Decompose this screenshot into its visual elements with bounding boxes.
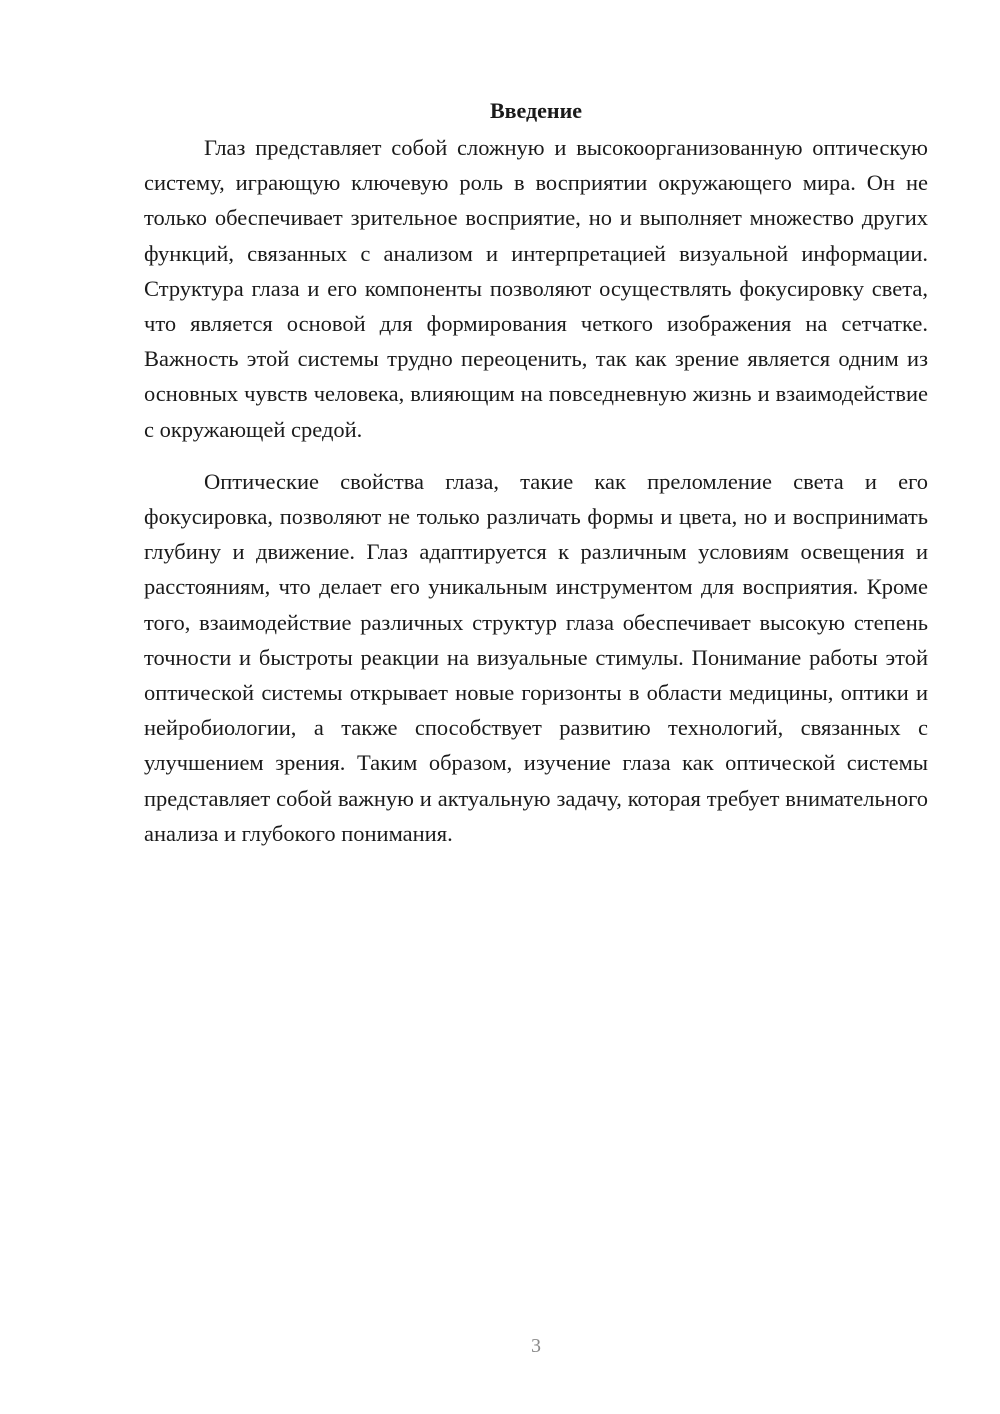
- page-number: 3: [531, 1335, 541, 1357]
- section-heading: Введение: [489, 98, 583, 123]
- paragraph-1: Глаз представляет собой сложную и высокоорганизованную оптическую систему, играющую ключевую роль в восприятии окружающего мира. Он не только обеспечивает зрительное восприятие, но и выполняет множество других функций, связанных с анализом и интерпретацией визуальной информации. Структура глаза и его компоненты позволяют осуществлять фокусировку света, что является основой для формирования четкого изображения на сетчатке. Важность этой системы трудно переоценить, так как зрение является одним из основных чувств человека, влияющим на повседневную жизнь и взаимодействие с окружающей средой.: [144, 135, 928, 442]
- page-content: [144, 96, 928, 851]
- paragraph-2: Оптические свойства глаза, такие как преломление света и его фокусировка, позволяют не только различать формы и цвета, но и воспринимать глубину и движение. Глаз адаптируется к различным условиям освещения и расстояниям, что делает его уникальным инструментом для восприятия. Кроме того, взаимодействие различных структур глаза обеспечивает высокую степень точности и быстроты реакции на визуальные стимулы. Понимание работы этой оптической системы открывает новые горизонты в области медицины, оптики и нейробиологии, а также способствует развитию технологий, связанных с улучшением зрения. Таким образом, изучение глаза как оптической системы представляет собой важную и актуальную задачу, которая требует внимательного анализа и глубокого понимания.: [144, 468, 928, 846]
